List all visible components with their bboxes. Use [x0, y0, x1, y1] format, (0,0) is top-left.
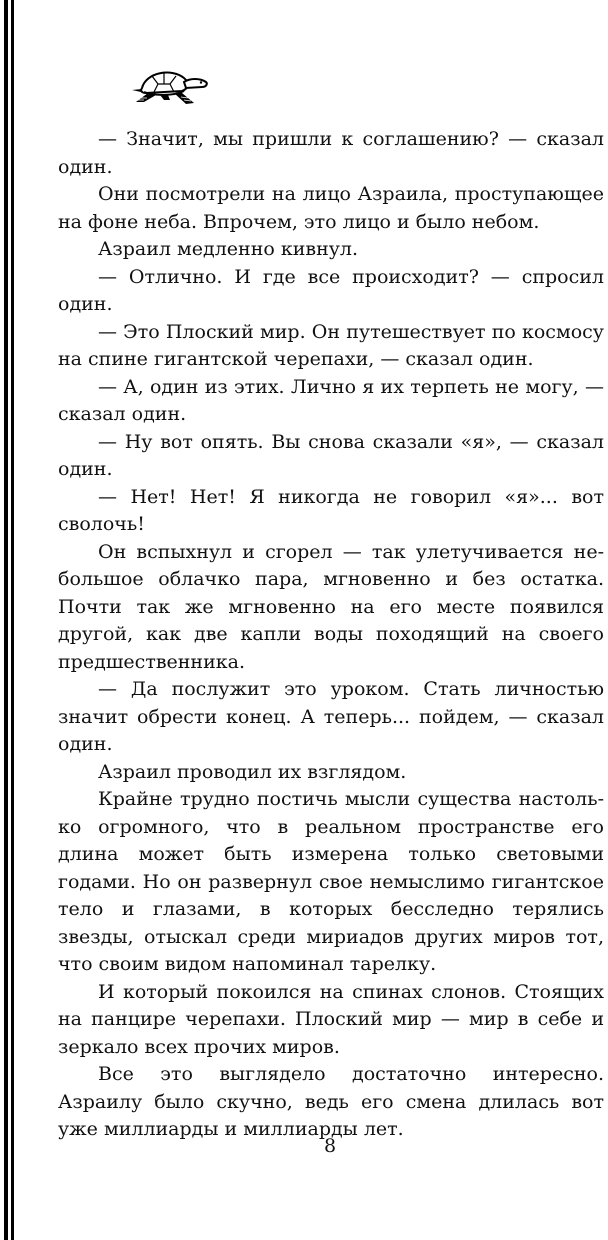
turtle-icon	[124, 62, 214, 106]
paragraph: — Отлично. И где все происходит? — спросил один.	[58, 265, 604, 315]
paragraph: — Нет! Нет! Я никогда не говорил «я»... вот сволочь!	[58, 485, 604, 535]
paragraph: Азраил проводил их взглядом.	[98, 760, 407, 783]
page-number	[0, 1134, 608, 1158]
paragraph: Они посмотрели на лицо Азраила, проступающее на фоне неба. Впрочем, это лицо и было небом.	[58, 183, 604, 233]
page-number-label: 8	[323, 1135, 337, 1157]
spine-bar-inner	[11, 0, 14, 1240]
paragraph: — Это Плоский мир. Он путешествует по космосу на спине гигантской черепахи, — сказал один.	[58, 320, 604, 370]
paragraph: — А, один из этих. Лично я их терпеть не могу, — сказал один.	[58, 375, 604, 425]
paragraph: — Да послужит это уроком. Стать личностью значит обрести конец. А теперь... пойдем, — сказал один.	[58, 678, 604, 755]
paragraph: Все это выглядело достаточно интересно. Азраилу было скучно, ведь его смена длилась вот уже миллиарды и миллиарды лет.	[58, 1063, 604, 1140]
paragraph: Крайне трудно постичь мысли существа настолько огромного, что в реальном пространстве его длина может быть измерена только световыми годами. Но он развернул свое немыслимо гигантское тело и глазами, в которых бесследно терялись звезды, отыскал среди мириадов других миров тот, что своим видом напоминал тарелку.	[58, 788, 604, 975]
paragraph: — Значит, мы пришли к соглашению? — сказал один.	[58, 128, 604, 178]
paragraph: И который покоился на спинах слонов. Стоящих на панцире черепахи. Плоский мир — мир в себе и зеркало всех прочих миров.	[58, 980, 604, 1058]
paragraph: Азраил медленно кивнул.	[98, 238, 359, 260]
paragraph: Он вспыхнул и сгорел — так улетучивается небольшое облачко пара, мгновенно и без остатка. Почти так же мгновенно на его месте появился другой, как две капли воды походящий на своего предшественника.	[58, 540, 604, 673]
spine-bar-outer	[4, 0, 8, 1240]
paragraph: — Ну вот опять. Вы снова сказали «я», — сказал один.	[58, 430, 604, 480]
book-text	[58, 126, 604, 1144]
